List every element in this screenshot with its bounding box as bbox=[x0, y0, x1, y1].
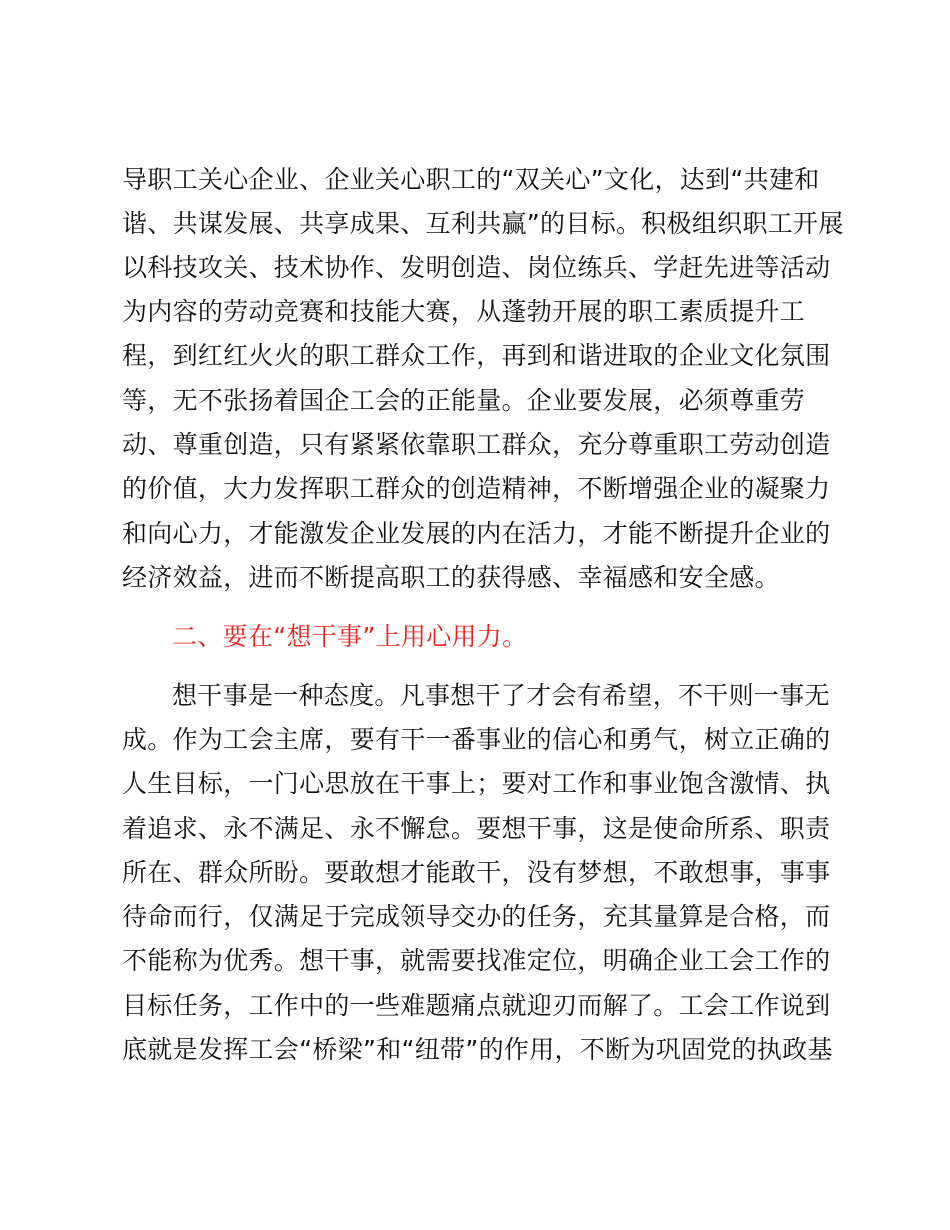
text-line: 谐、共谋发展、共享成果、互利共赢”的目标。积极组织职工开展 bbox=[122, 209, 844, 238]
text-line: 着追求、永不满足、永不懈怠。要想干事，这是使命所系、职责 bbox=[122, 814, 831, 843]
text-line: 人生目标，一门心思放在干事上；要对工作和事业饱含激情、执 bbox=[122, 769, 831, 798]
text-line: 为内容的劳动竞赛和技能大赛，从蓬勃开展的职工素质提升工 bbox=[122, 297, 806, 326]
text-line: 以科技攻关、技术协作、发明创造、岗位练兵、学赶先进等活动 bbox=[122, 253, 831, 282]
text-line: 想干事是一种态度。凡事想干了才会有希望，不干则一事无 bbox=[172, 681, 830, 710]
text-line: 成。作为工会主席，要有干一番事业的信心和勇气，树立正确的 bbox=[122, 725, 831, 754]
text-line: 的价值，大力发挥职工群众的创造精神，不断增强企业的凝聚力 bbox=[122, 474, 831, 503]
text-line: 待命而行，仅满足于完成领导交办的任务，充其量算是合格，而 bbox=[122, 902, 831, 931]
text-line: 不能称为优秀。想干事，就需要找准定位，明确企业工会工作的 bbox=[122, 946, 831, 975]
text-line: 底就是发挥工会“桥梁”和“纽带”的作用，不断为巩固党的执政基 bbox=[122, 1035, 833, 1064]
text-line: 等，无不张扬着国企工会的正能量。企业要发展，必须尊重劳 bbox=[122, 386, 806, 415]
text-line: 目标任务，工作中的一些难题痛点就迎刃而解了。工会工作说到 bbox=[122, 991, 831, 1020]
text-line: 程，到红红火火的职工群众工作，再到和谐进取的企业文化氛围 bbox=[122, 341, 831, 370]
text-line: 导职工关心企业、企业关心职工的“双关心”文化，达到“共建和 bbox=[122, 165, 820, 194]
text-line: 动、尊重创造，只有紧紧依靠职工群众，充分尊重职工劳动创造 bbox=[122, 430, 831, 459]
text-line: 和向心力，才能激发企业发展的内在活力，才能不断提升企业的 bbox=[122, 519, 831, 548]
section-heading: 二、要在“想干事”上用心用力。 bbox=[172, 622, 528, 651]
text-line: 经济效益，进而不断提高职工的获得感、幸福感和安全感。 bbox=[122, 563, 780, 592]
text-line: 所在、群众所盼。要敢想才能敢干，没有梦想，不敢想事，事事 bbox=[122, 858, 831, 887]
